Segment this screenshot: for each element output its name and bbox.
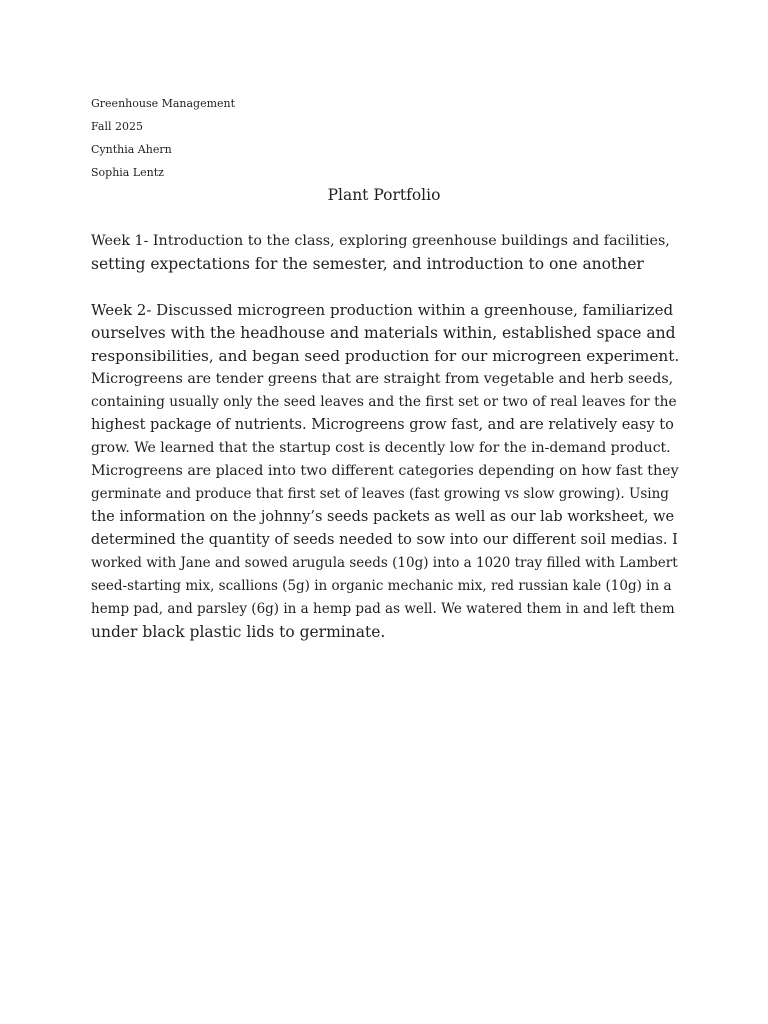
paragraph-line: Microgreens are placed into two different categories depending on how fast they [91,463,679,479]
paragraph-line: determined the quantity of seeds needed to sow into our different soil medias. I [91,532,678,548]
document-page [91,92,691,644]
paragraph-line: responsibilities, and began seed production for our microgreen experiment. [91,347,680,365]
paragraph-line: containing usually only the seed leaves and the first set or two of real leaves for the [91,394,677,410]
paragraph-line: worked with Jane and sowed arugula seeds (10g) into a 1020 tray filled with Lambert [91,555,678,571]
term: Fall 2025 [91,120,143,133]
paragraph-line: the information on the johnny’s seeds packets as well as our lab worksheet, we [91,509,675,525]
course-name: Greenhouse Management [91,97,236,110]
paragraph-line: Microgreens are tender greens that are straight from vegetable and herb seeds, [91,371,674,387]
document-title: Plant Portfolio [327,186,441,204]
paragraph-line: setting expectations for the semester, and introduction to one another [91,255,644,273]
week-1-paragraph [91,230,679,276]
paragraph-line: Week 1- Introduction to the class, exploring greenhouse buildings and facilities, [91,233,670,249]
author-name: Cynthia Ahern [91,143,172,156]
paragraph-line: under black plastic lids to germinate. [91,623,386,641]
paragraph-line: highest package of nutrients. Microgreens grow fast, and are relatively easy to [91,417,674,433]
paragraph-line: hemp pad, and parsley (6g) in a hemp pad as well. We watered them in and left them [91,601,675,617]
week-2-paragraph [91,299,679,644]
paragraph-line: Week 2- Discussed microgreen production within a greenhouse, familiarized [91,301,674,319]
author-name: Sophia Lentz [91,166,164,179]
paragraph-line: germinate and produce that first set of leaves (fast growing vs slow growing). Using [91,486,669,502]
paragraph-line: ourselves with the headhouse and materials within, established space and [91,324,676,342]
paragraph-line: grow. We learned that the startup cost is decently low for the in-demand product. [91,440,671,456]
paragraph-line: seed-starting mix, scallions (5g) in organic mechanic mix, red russian kale (10g) in a [91,578,672,594]
